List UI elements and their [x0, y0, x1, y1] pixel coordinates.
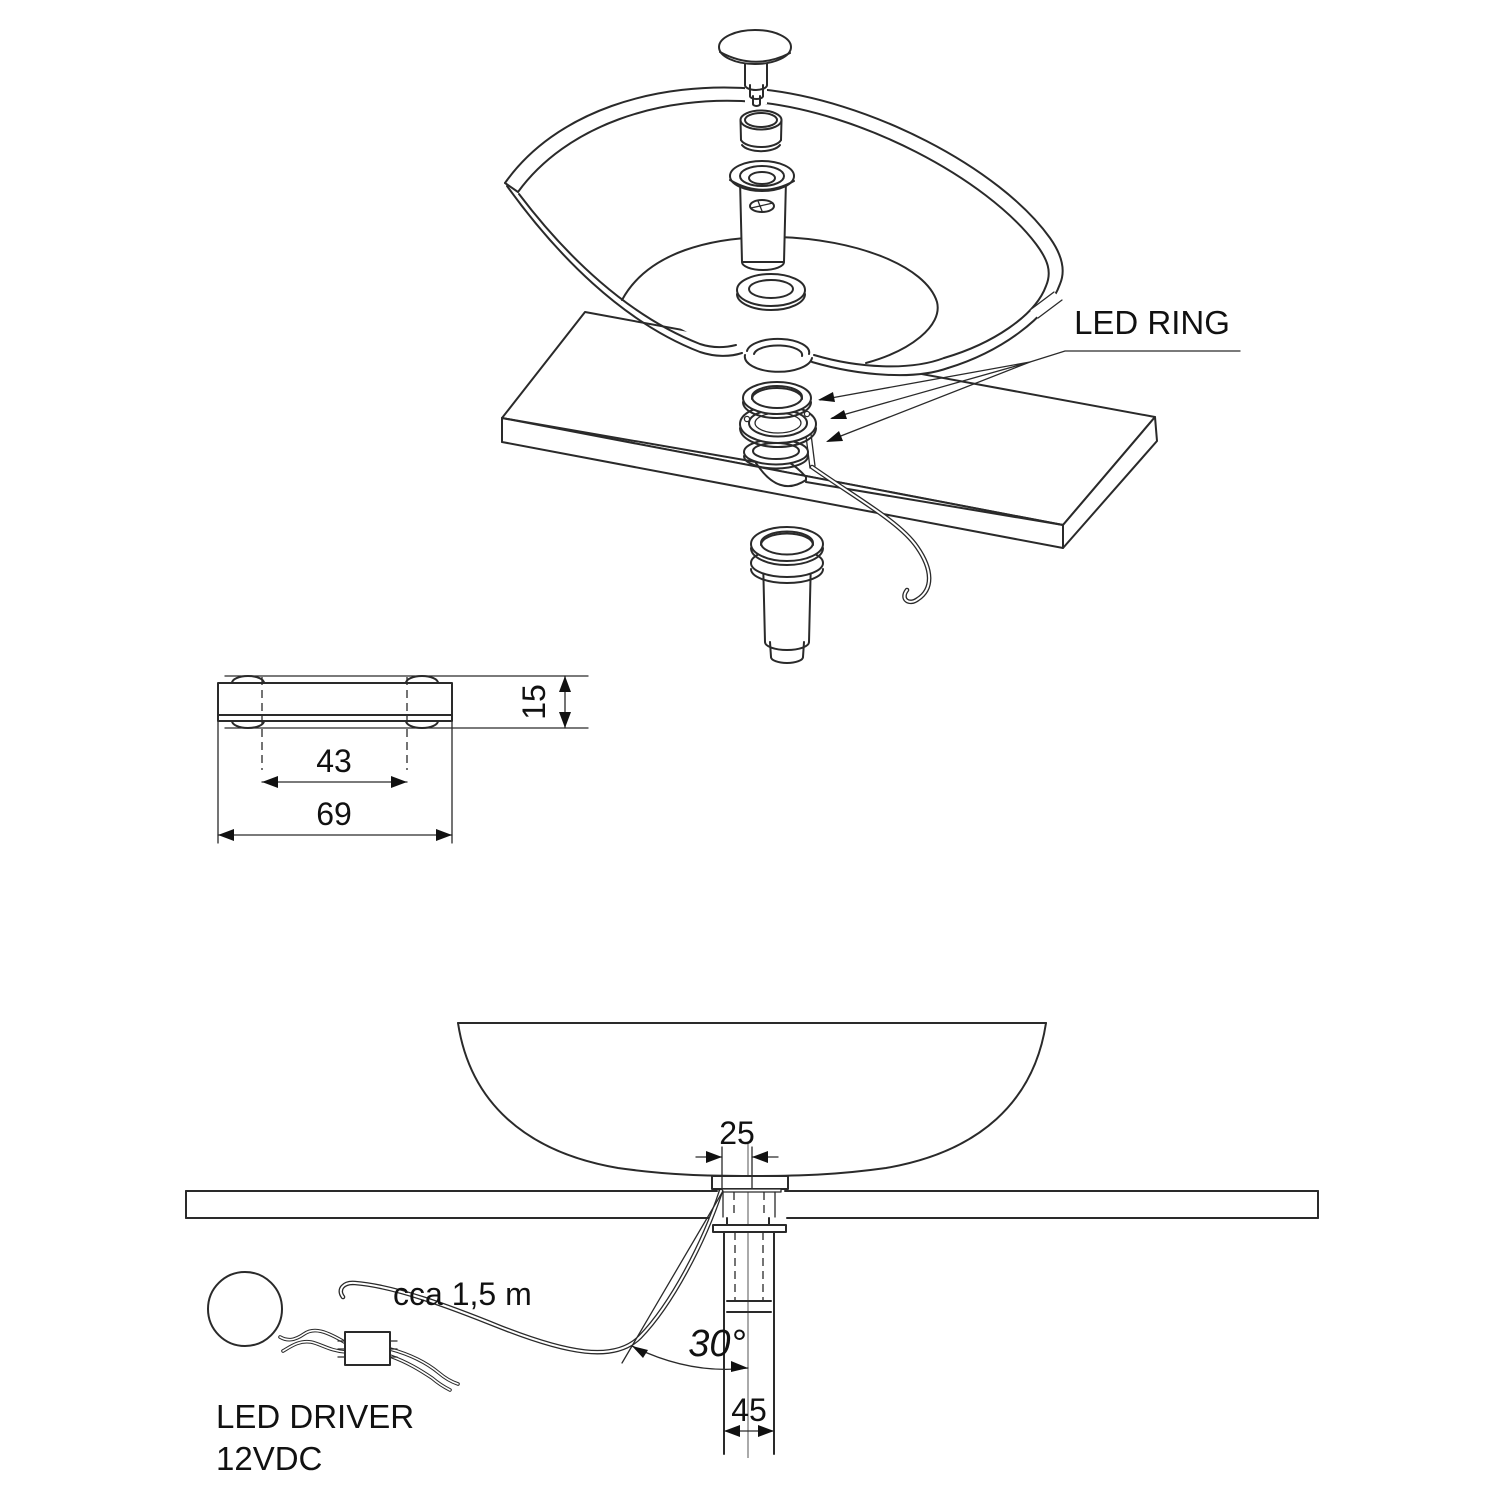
- drain-cable: [341, 1191, 721, 1352]
- led-ring-trim: [743, 382, 811, 418]
- side-elevation-view: [186, 1023, 1318, 1458]
- dimension-15: [516, 676, 571, 728]
- led-ring-assembly: [740, 382, 816, 469]
- led-ring-label: LED RING: [1074, 304, 1230, 341]
- drain-screw: [750, 200, 774, 212]
- driver-wires-right: [390, 1349, 458, 1390]
- dimension-69: [218, 796, 452, 841]
- driver-wires-left: [280, 1331, 346, 1352]
- dim-25-text: 25: [719, 1115, 755, 1151]
- tailpipe-exploded: [751, 527, 823, 663]
- angle-30-text: 30°: [688, 1323, 746, 1365]
- drain-gasket: [737, 274, 805, 310]
- led-ring-dimension-drawing: [218, 676, 588, 843]
- dim-45-text: 45: [731, 1392, 767, 1428]
- dimension-45: [724, 1392, 774, 1437]
- cable-length-label: cca 1,5 m: [393, 1276, 532, 1312]
- dim-69-text: 69: [316, 796, 352, 832]
- dim-43-text: 43: [316, 743, 352, 779]
- dim-15-text: 15: [516, 684, 552, 720]
- driver-title: LED DRIVER: [216, 1398, 415, 1435]
- driver-voltage: 12VDC: [216, 1440, 323, 1477]
- exploded-assembly-view: [502, 30, 1240, 663]
- countertop-section: [186, 1191, 1318, 1218]
- tailpipe-flange: [751, 527, 823, 565]
- drain-neck: [712, 1176, 788, 1192]
- driver-ball: [208, 1272, 282, 1346]
- driver-box: [338, 1332, 397, 1365]
- dimension-43: [262, 743, 407, 788]
